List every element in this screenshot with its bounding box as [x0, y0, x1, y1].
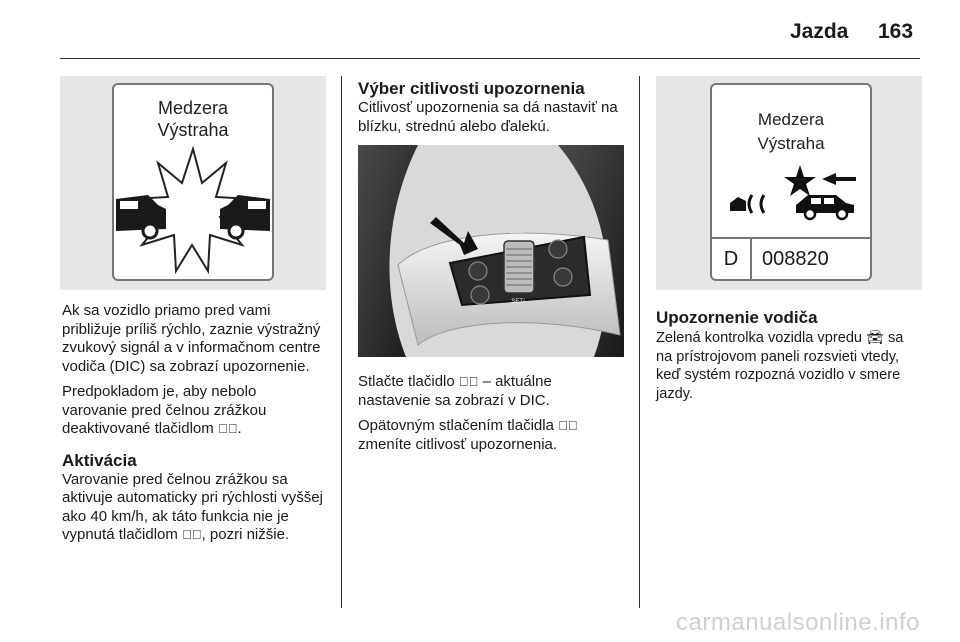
star-icon [784, 165, 816, 196]
figure-label-alert: Výstraha [157, 120, 229, 140]
paragraph-sensitivity: Citlivosť upozornenia sa dá nastaviť na blízku, strednú alebo ďalekú. [358, 99, 618, 135]
paragraph-press-again: Opätovným stlačením tlačidla ⚠⃝ zmeníte citlivosť upozornenia. [358, 417, 578, 453]
vehicle-ahead-indicator-icon: 🚘︎ [866, 329, 884, 345]
watermark: carmanualsonline.info [676, 609, 920, 636]
figure-label-gap: Medzera [157, 98, 229, 118]
figure-code-row [712, 237, 870, 279]
page-number: 163 [878, 20, 914, 43]
column-1-text [62, 302, 324, 552]
header-divider [60, 58, 920, 59]
paragraph-vehicle-ahead: Zelená kontrolka vozidla vpredu 🚘︎ sa na prístrojovom paneli rozsvieti vtedy, keď systém rozpozná vozidlo v smere jazdy. [656, 329, 904, 402]
wheel-label-resume: RES/+ [510, 233, 528, 239]
figure-label-gap: Medzera [757, 110, 825, 129]
figure-code-number: 008820 [762, 247, 829, 270]
paragraph-prerequisite: Predpokladom je, aby nebolo varovanie pred čelnou zrážkou deaktivované tlačidlom ⚠⃝. [62, 383, 267, 437]
steering-wheel-figure [358, 145, 624, 357]
paragraph-intro: Ak sa vozidlo priamo pred vami približuje príliš rýchlo, zaznie výstražný zvukový signál a v informačnom centre vodiča (DIC) sa zobrazí upozornenie. [62, 302, 321, 375]
dic-display-frame [710, 83, 872, 281]
column-divider-2 [639, 76, 640, 608]
wheel-label-set: SET/- [511, 299, 527, 305]
paragraph-press-button: Stlačte tlačidlo ⚠⃝ – aktuálne nastavenie sa zobrazí v DIC. [358, 373, 552, 409]
alert-sensitivity-button-icon: ⚠⃝ [558, 418, 578, 433]
collision-burst-icon [114, 141, 272, 279]
dic-display-frame [112, 83, 274, 281]
paragraph-activation: Varovanie pred čelnou zrážkou sa aktivuje automaticky pri rýchlosti vyššej ako 40 km/h, ak táto funkcia nie je vypnutá tlačidlom ⚠⃝, pozri nižšie. [62, 470, 323, 543]
driver-alert-figure [656, 76, 922, 290]
figure-label-alert: Výstraha [757, 134, 825, 153]
alert-sensitivity-button-icon: ⚠⃝ [217, 421, 238, 436]
figure-code-letter: D [712, 239, 752, 279]
section-heading-driver-alert: Upozornenie vodiča [656, 308, 818, 327]
running-header-title: Jazda [790, 20, 849, 43]
alert-sensitivity-button-icon: ⚠⃝ [182, 527, 202, 542]
steering-wheel-controls-illustration [358, 145, 624, 357]
section-heading-sensitivity: Výber citlivosti upozornenia [358, 79, 585, 98]
alert-sensitivity-button-icon: ⚠⃝ [458, 374, 479, 389]
column-2-intro [358, 79, 626, 143]
forward-collision-alert-figure [60, 76, 326, 290]
column-2-instructions [358, 373, 626, 461]
own-vehicle-icon [730, 197, 746, 211]
section-heading-activation: Aktivácia [62, 450, 137, 470]
vehicle-ahead-alert-icon [712, 159, 870, 231]
column-divider-1 [341, 76, 342, 608]
column-3-text [656, 308, 922, 410]
arrow-left-icon [822, 173, 856, 185]
